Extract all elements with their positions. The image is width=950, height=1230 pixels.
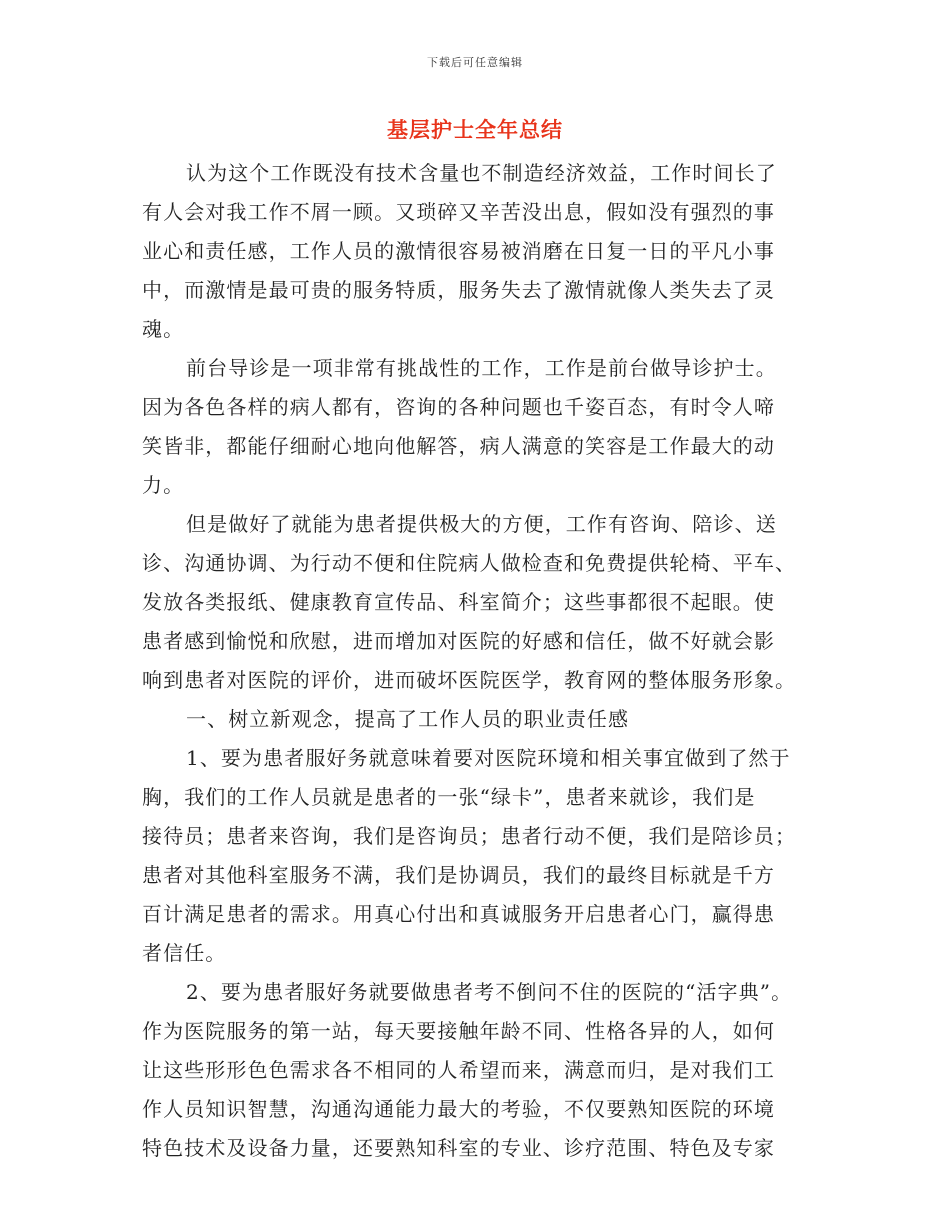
paragraph-line: 作为医院服务的第一站，每天要接触年龄不同、性格各异的人，如何 [142,1019,775,1043]
paragraph-line: 力。 [142,473,185,497]
paragraph-line: 特色技术及设备力量，还要熟知科室的专业、诊疗范围、特色及专家 [142,1136,775,1160]
paragraph-line: 患者感到愉悦和欣慰，进而增加对医院的好感和信任，做不好就会影 [142,629,775,653]
paragraph-line: 但是做好了就能为患者提供极大的方便，工作有咨询、陪诊、送 [186,512,777,536]
paragraph-line: 因为各色各样的病人都有，咨询的各种问题也千姿百态，有时令人啼 [142,395,775,419]
paragraph-line: 中，而激情是最可贵的服务特质，服务失去了激情就像人类失去了灵 [142,278,775,302]
paragraph-line: 2、要为患者服好务就要做患者考不倒问不住的医院的“活字典”。 [186,980,793,1004]
paragraph-line: 诊、沟通协调、为行动不便和住院病人做检查和免费提供轮椅、平车、 [142,551,797,575]
section-heading: 一、树立新观念，提高了工作人员的职业责任感 [186,707,630,731]
paragraph-line: 让这些形形色色需求各不相同的人希望而来，满意而归，是对我们工 [142,1058,775,1082]
header-note: 下载后可任意编辑 [427,56,523,69]
paragraph-line: 响到患者对医院的评价，进而破坏医院医学，教育网的整体服务形象。 [142,668,797,692]
paragraph-line: 1、要为患者服好务就意味着要对医院环境和相关事宜做到了然于 [186,746,791,770]
paragraph-line: 魂。 [142,317,185,341]
paragraph-line: 接待员；患者来咨询，我们是咨询员；患者行动不便，我们是陪诊员； [142,824,797,848]
paragraph-line: 作人员知识智慧，沟通沟通能力最大的考验，不仅要熟知医院的环境 [142,1097,775,1121]
paragraph-line: 笑皆非，都能仔细耐心地向他解答，病人满意的笑容是工作最大的动 [142,434,775,458]
paragraph-line: 前台导诊是一项非常有挑战性的工作，工作是前台做导诊护士。 [186,356,777,380]
paragraph-line: 发放各类报纸、健康教育宣传品、科室简介；这些事都很不起眼。使 [142,590,775,614]
paragraph-line: 有人会对我工作不屑一顾。又琐碎又辛苦没出息，假如没有强烈的事 [142,200,775,224]
paragraph-line: 业心和责任感，工作人员的激情很容易被消磨在日复一日的平凡小事 [142,239,775,263]
document-title: 基层护士全年总结 [387,117,563,142]
paragraph-line: 者信任。 [142,941,227,965]
paragraph-line: 患者对其他科室服务不满，我们是协调员，我们的最终目标就是千方 [142,863,775,887]
paragraph-line: 认为这个工作既没有技术含量也不制造经济效益，工作时间长了 [186,161,777,185]
paragraph-line: 胸，我们的工作人员就是患者的一张“绿卡”，患者来就诊，我们是 [142,785,756,809]
paragraph-line: 百计满足患者的需求。用真心付出和真诚服务开启患者心门，赢得患 [142,902,775,926]
